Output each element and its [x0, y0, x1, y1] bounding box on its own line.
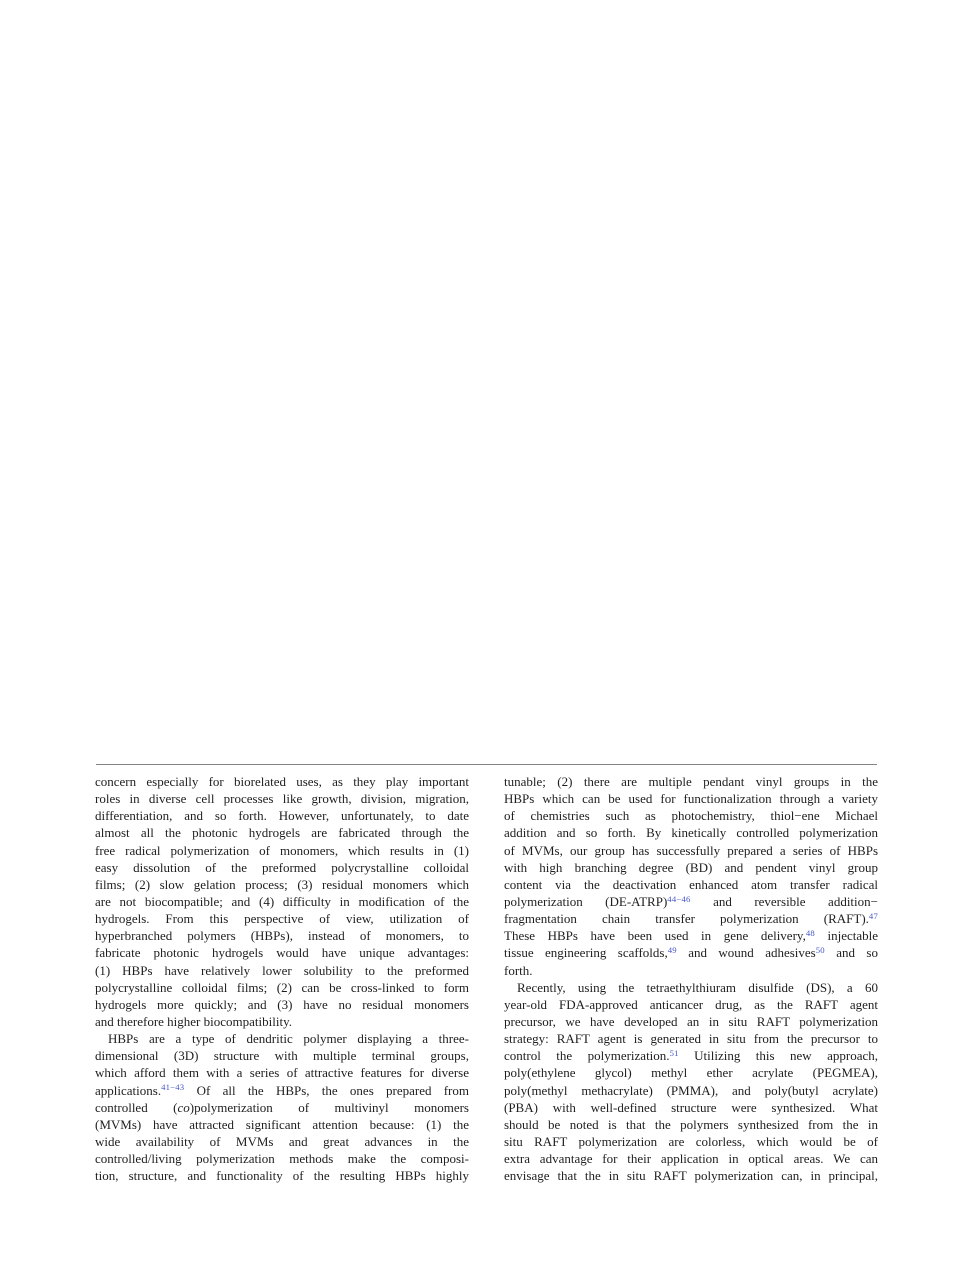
text-run: Recently, using the tetraethylthiuram disulfide (DS), a 60	[517, 979, 878, 995]
text-line	[95, 1099, 469, 1116]
text-run: year-old FDA-approved anticancer drug, as the RAFT agent	[504, 996, 878, 1012]
text-line	[95, 773, 469, 790]
text-line	[95, 979, 469, 996]
text-line	[504, 1082, 878, 1099]
citation-link[interactable]: 47	[868, 910, 878, 921]
text-line	[95, 910, 469, 927]
text-run: almost all the photonic hydrogels are fabricated through the	[95, 825, 469, 841]
text-line	[504, 979, 878, 996]
text-run: content via the deactivation enhanced atom transfer radical	[504, 876, 878, 892]
text-line	[95, 1064, 469, 1081]
text-run: controlled (	[95, 1099, 178, 1115]
text-line	[95, 996, 469, 1013]
text-run-italic: co	[177, 1099, 190, 1115]
text-line	[95, 1150, 469, 1167]
text-run: dimensional (3D) structure with multiple terminal groups,	[95, 1048, 469, 1064]
text-run: of chemistries such as photochemistry, thiol−ene Michael	[504, 808, 878, 824]
text-line	[95, 1133, 469, 1150]
text-line	[95, 807, 469, 824]
text-run: differentiation, and so forth. However, unfortunately, to date	[95, 808, 469, 824]
text-run: (PBA) with well-defined structure were synthesized. What	[504, 1099, 878, 1115]
text-run: extra advantage for their application in optical areas. We can	[504, 1151, 878, 1167]
text-line	[504, 842, 878, 859]
text-run: hydrogels more quickly; and (3) have no residual monomers	[95, 996, 469, 1012]
text-run: strategy: RAFT agent is generated in situ from the precursor to	[504, 1031, 878, 1047]
text-line	[95, 944, 469, 961]
text-line	[504, 1064, 878, 1081]
text-run: and reversible addition−	[690, 893, 878, 909]
citation-link[interactable]: 44−46	[667, 893, 691, 904]
text-run: and therefore higher biocompatibility.	[95, 1013, 292, 1029]
article-body	[95, 773, 878, 1188]
text-line	[504, 910, 878, 927]
text-line	[95, 1047, 469, 1064]
text-line	[504, 807, 878, 824]
text-line	[504, 1167, 878, 1184]
text-run: fragmentation chain transfer polymerization (RAFT).	[504, 911, 869, 927]
text-line	[95, 893, 469, 910]
text-line	[504, 1013, 878, 1030]
text-column-right	[504, 773, 878, 1184]
text-run: injectable	[814, 928, 878, 944]
text-line	[504, 876, 878, 893]
text-line	[95, 824, 469, 841]
text-run: wide availability of MVMs and great advances in the	[95, 1133, 469, 1149]
text-run: HBPs which can be used for functionalization through a variety	[504, 791, 878, 807]
text-run: control the polymerization.	[504, 1048, 670, 1064]
citation-link[interactable]: 48	[805, 927, 815, 938]
text-line	[504, 944, 878, 961]
text-run: (MVMs) have attracted significant attention because: (1) the	[95, 1116, 469, 1132]
text-run: easy dissolution of the preformed polycrystalline colloidal	[95, 859, 469, 875]
text-run: Utilizing this new approach,	[678, 1048, 878, 1064]
text-line	[504, 1047, 878, 1064]
text-run: polycrystalline colloidal films; (2) can be cross-linked to form	[95, 979, 469, 995]
text-run: concern especially for biorelated uses, as they play important	[95, 774, 469, 789]
text-run: should be noted is that the polymers synthesized from the in	[504, 1116, 878, 1132]
text-line	[504, 1030, 878, 1047]
text-run: and wound adhesives	[676, 945, 816, 961]
text-run: poly(methyl methacrylate) (PMMA), and poly(butyl acrylate)	[504, 1082, 878, 1098]
text-line	[504, 1099, 878, 1116]
text-line	[504, 962, 878, 979]
text-run: polymerization (DE-ATRP)	[504, 893, 668, 909]
text-run: films; (2) slow gelation process; (3) residual monomers which	[95, 876, 469, 892]
text-run: Of all the HBPs, the ones prepared from	[184, 1082, 469, 1098]
citation-link[interactable]: 49	[667, 945, 677, 956]
text-run: applications.	[95, 1082, 162, 1098]
text-run: roles in diverse cell processes like growth, division, migration,	[95, 791, 469, 807]
text-line	[95, 859, 469, 876]
text-run: tissue engineering scaffolds,	[504, 945, 668, 961]
text-run: HBPs are a type of dendritic polymer displaying a three-	[108, 1031, 469, 1047]
citation-link[interactable]: 41−43	[161, 1082, 185, 1093]
text-column-left	[95, 773, 469, 1184]
text-line	[95, 1013, 469, 1030]
text-run: (1) HBPs have relatively lower solubility to the preformed	[95, 962, 469, 978]
text-line	[504, 1150, 878, 1167]
text-line	[95, 1030, 469, 1047]
text-run: which afford them with a series of attractive features for diverse	[95, 1065, 469, 1081]
text-run: precursor, we have developed an in situ RAFT polymerization	[504, 1013, 878, 1029]
text-run: forth.	[504, 962, 533, 978]
text-run: free radical polymerization of monomers, which results in (1)	[95, 842, 469, 858]
text-line	[504, 824, 878, 841]
text-line	[95, 1082, 469, 1099]
text-line	[95, 842, 469, 859]
text-run: tunable; (2) there are multiple pendant vinyl groups in the	[504, 774, 878, 789]
text-line	[504, 927, 878, 944]
text-run: hyperbranched polymers (HBPs), instead of monomers, to	[95, 928, 469, 944]
text-run: These HBPs have been used in gene delivery,	[504, 928, 806, 944]
text-line	[504, 790, 878, 807]
text-run: of MVMs, our group has successfully prepared a series of HBPs	[504, 842, 878, 858]
text-line	[504, 773, 878, 790]
text-line	[95, 1167, 469, 1184]
text-run: envisage that the in situ RAFT polymerization can, in principal,	[504, 1168, 878, 1184]
text-line	[95, 790, 469, 807]
text-run: poly(ethylene glycol) methyl ether acrylate (PEGMEA),	[504, 1065, 878, 1081]
text-line	[504, 996, 878, 1013]
text-run: with high branching degree (BD) and pendent vinyl group	[504, 859, 878, 875]
text-line	[95, 876, 469, 893]
text-run: addition and so forth. By kinetically controlled polymerization	[504, 825, 878, 841]
text-run: are not biocompatible; and (4) difficulty in modification of the	[95, 893, 469, 909]
text-run: )polymerization of multivinyl monomers	[189, 1099, 469, 1115]
text-run: situ RAFT polymerization are colorless, which would be of	[504, 1133, 878, 1149]
text-line	[95, 1116, 469, 1133]
text-run: and so	[824, 945, 878, 961]
text-line	[504, 893, 878, 910]
citation-link[interactable]: 51	[669, 1047, 679, 1058]
text-run: fabricate photonic hydrogels would have unique advantages:	[95, 945, 469, 961]
text-run: tion, structure, and functionality of the resulting HBPs highly	[95, 1168, 469, 1184]
text-line	[504, 1133, 878, 1150]
text-run: hydrogels. From this perspective of view, utilization of	[95, 911, 469, 927]
citation-link[interactable]: 50	[815, 945, 825, 956]
text-line	[504, 1116, 878, 1133]
section-divider-rule	[96, 764, 877, 765]
text-run: controlled/living polymerization methods make the composi-	[95, 1151, 469, 1167]
text-line	[95, 962, 469, 979]
text-line	[504, 859, 878, 876]
text-line	[95, 927, 469, 944]
